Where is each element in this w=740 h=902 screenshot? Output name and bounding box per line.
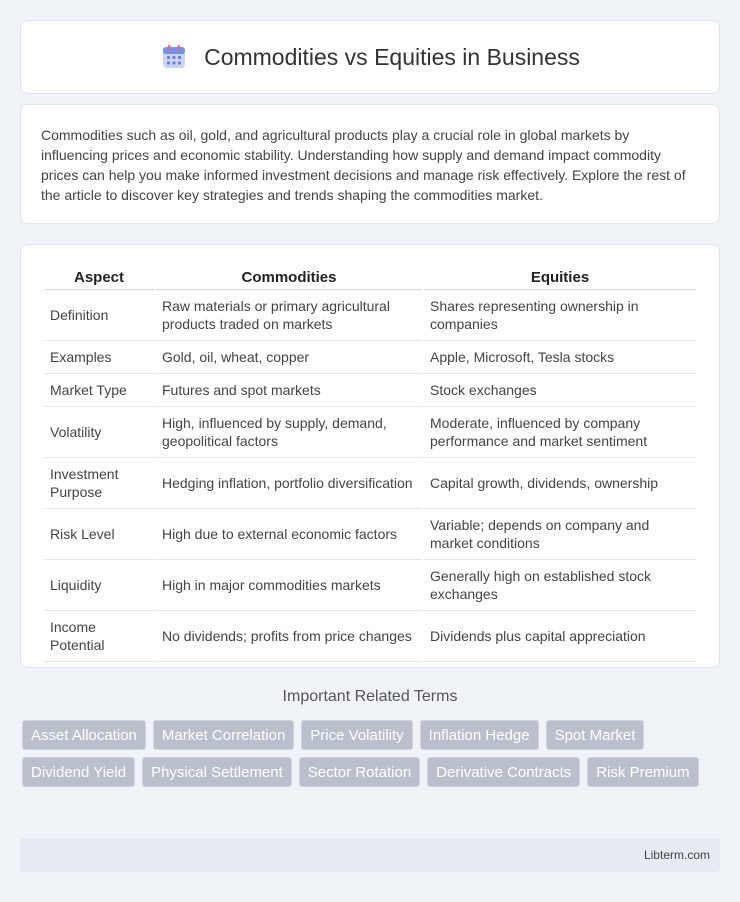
table-row xyxy=(44,407,696,458)
column-header-aspect: Aspect xyxy=(44,265,154,290)
tag-physical-settlement[interactable]: Physical Settlement xyxy=(142,757,292,787)
table-cell: No dividends; profits from price changes xyxy=(156,611,422,662)
tag-derivative-contracts[interactable]: Derivative Contracts xyxy=(427,757,580,787)
tag-price-volatility[interactable]: Price Volatility xyxy=(301,720,412,750)
tag-asset-allocation[interactable]: Asset Allocation xyxy=(22,720,146,750)
intro-card xyxy=(20,104,720,224)
footer-site-link[interactable]: Libterm.com xyxy=(643,848,710,862)
comparison-table-card xyxy=(20,244,720,668)
intro-paragraph: Commodities such as oil, gold, and agricultural products play a crucial role in global markets by influencing prices and economic stability. Understanding how supply and demand impact commodity prices can help you make informed investment decisions and manage risk effectively. Explore the rest of the article to discover key strategies and trends shaping the commodities market. xyxy=(41,127,686,203)
table-cell: High, influenced by supply, demand, geopolitical factors xyxy=(156,407,422,458)
table-cell: Dividends plus capital appreciation xyxy=(424,611,696,662)
header-card xyxy=(20,20,720,94)
table-cell: Futures and spot markets xyxy=(156,374,422,407)
table-row xyxy=(44,290,696,341)
table-row xyxy=(44,560,696,611)
footer xyxy=(20,838,720,872)
tag-market-correlation[interactable]: Market Correlation xyxy=(153,720,294,750)
table-cell: Generally high on established stock exchanges xyxy=(424,560,696,611)
table-row xyxy=(44,458,696,509)
table-row xyxy=(44,374,696,407)
related-terms-tags xyxy=(22,720,722,787)
table-cell: Stock exchanges xyxy=(424,374,696,407)
comparison-table xyxy=(42,265,698,662)
table-cell: Moderate, influenced by company performance and market sentiment xyxy=(424,407,696,458)
tag-spot-market[interactable]: Spot Market xyxy=(546,720,645,750)
table-cell: Gold, oil, wheat, copper xyxy=(156,341,422,374)
table-row xyxy=(44,509,696,560)
table-cell: Raw materials or primary agricultural products traded on markets xyxy=(156,290,422,341)
table-cell: Income Potential xyxy=(44,611,154,662)
table-cell: Investment Purpose xyxy=(44,458,154,509)
table-cell: Market Type xyxy=(44,374,154,407)
table-cell: Risk Level xyxy=(44,509,154,560)
table-cell: Variable; depends on company and market conditions xyxy=(424,509,696,560)
column-header-commodities: Commodities xyxy=(156,265,422,290)
tag-risk-premium[interactable]: Risk Premium xyxy=(587,757,698,787)
table-cell: Definition xyxy=(44,290,154,341)
tag-dividend-yield[interactable]: Dividend Yield xyxy=(22,757,135,787)
calendar-grid-icon xyxy=(160,43,188,71)
table-cell: High due to external economic factors xyxy=(156,509,422,560)
page-title: Commodities vs Equities in Business xyxy=(204,43,580,70)
tag-inflation-hedge[interactable]: Inflation Hedge xyxy=(420,720,539,750)
table-cell: Apple, Microsoft, Tesla stocks xyxy=(424,341,696,374)
column-header-equities: Equities xyxy=(424,265,696,290)
table-row xyxy=(44,341,696,374)
tag-sector-rotation[interactable]: Sector Rotation xyxy=(299,757,420,787)
related-terms-title: Important Related Terms xyxy=(282,688,458,705)
table-header-row xyxy=(44,265,696,290)
table-cell: Hedging inflation, portfolio diversification xyxy=(156,458,422,509)
table-cell: Shares representing ownership in companies xyxy=(424,290,696,341)
table-cell: Examples xyxy=(44,341,154,374)
table-row xyxy=(44,611,696,662)
table-cell: Capital growth, dividends, ownership xyxy=(424,458,696,509)
table-cell: High in major commodities markets xyxy=(156,560,422,611)
table-cell: Volatility xyxy=(44,407,154,458)
table-cell: Liquidity xyxy=(44,560,154,611)
